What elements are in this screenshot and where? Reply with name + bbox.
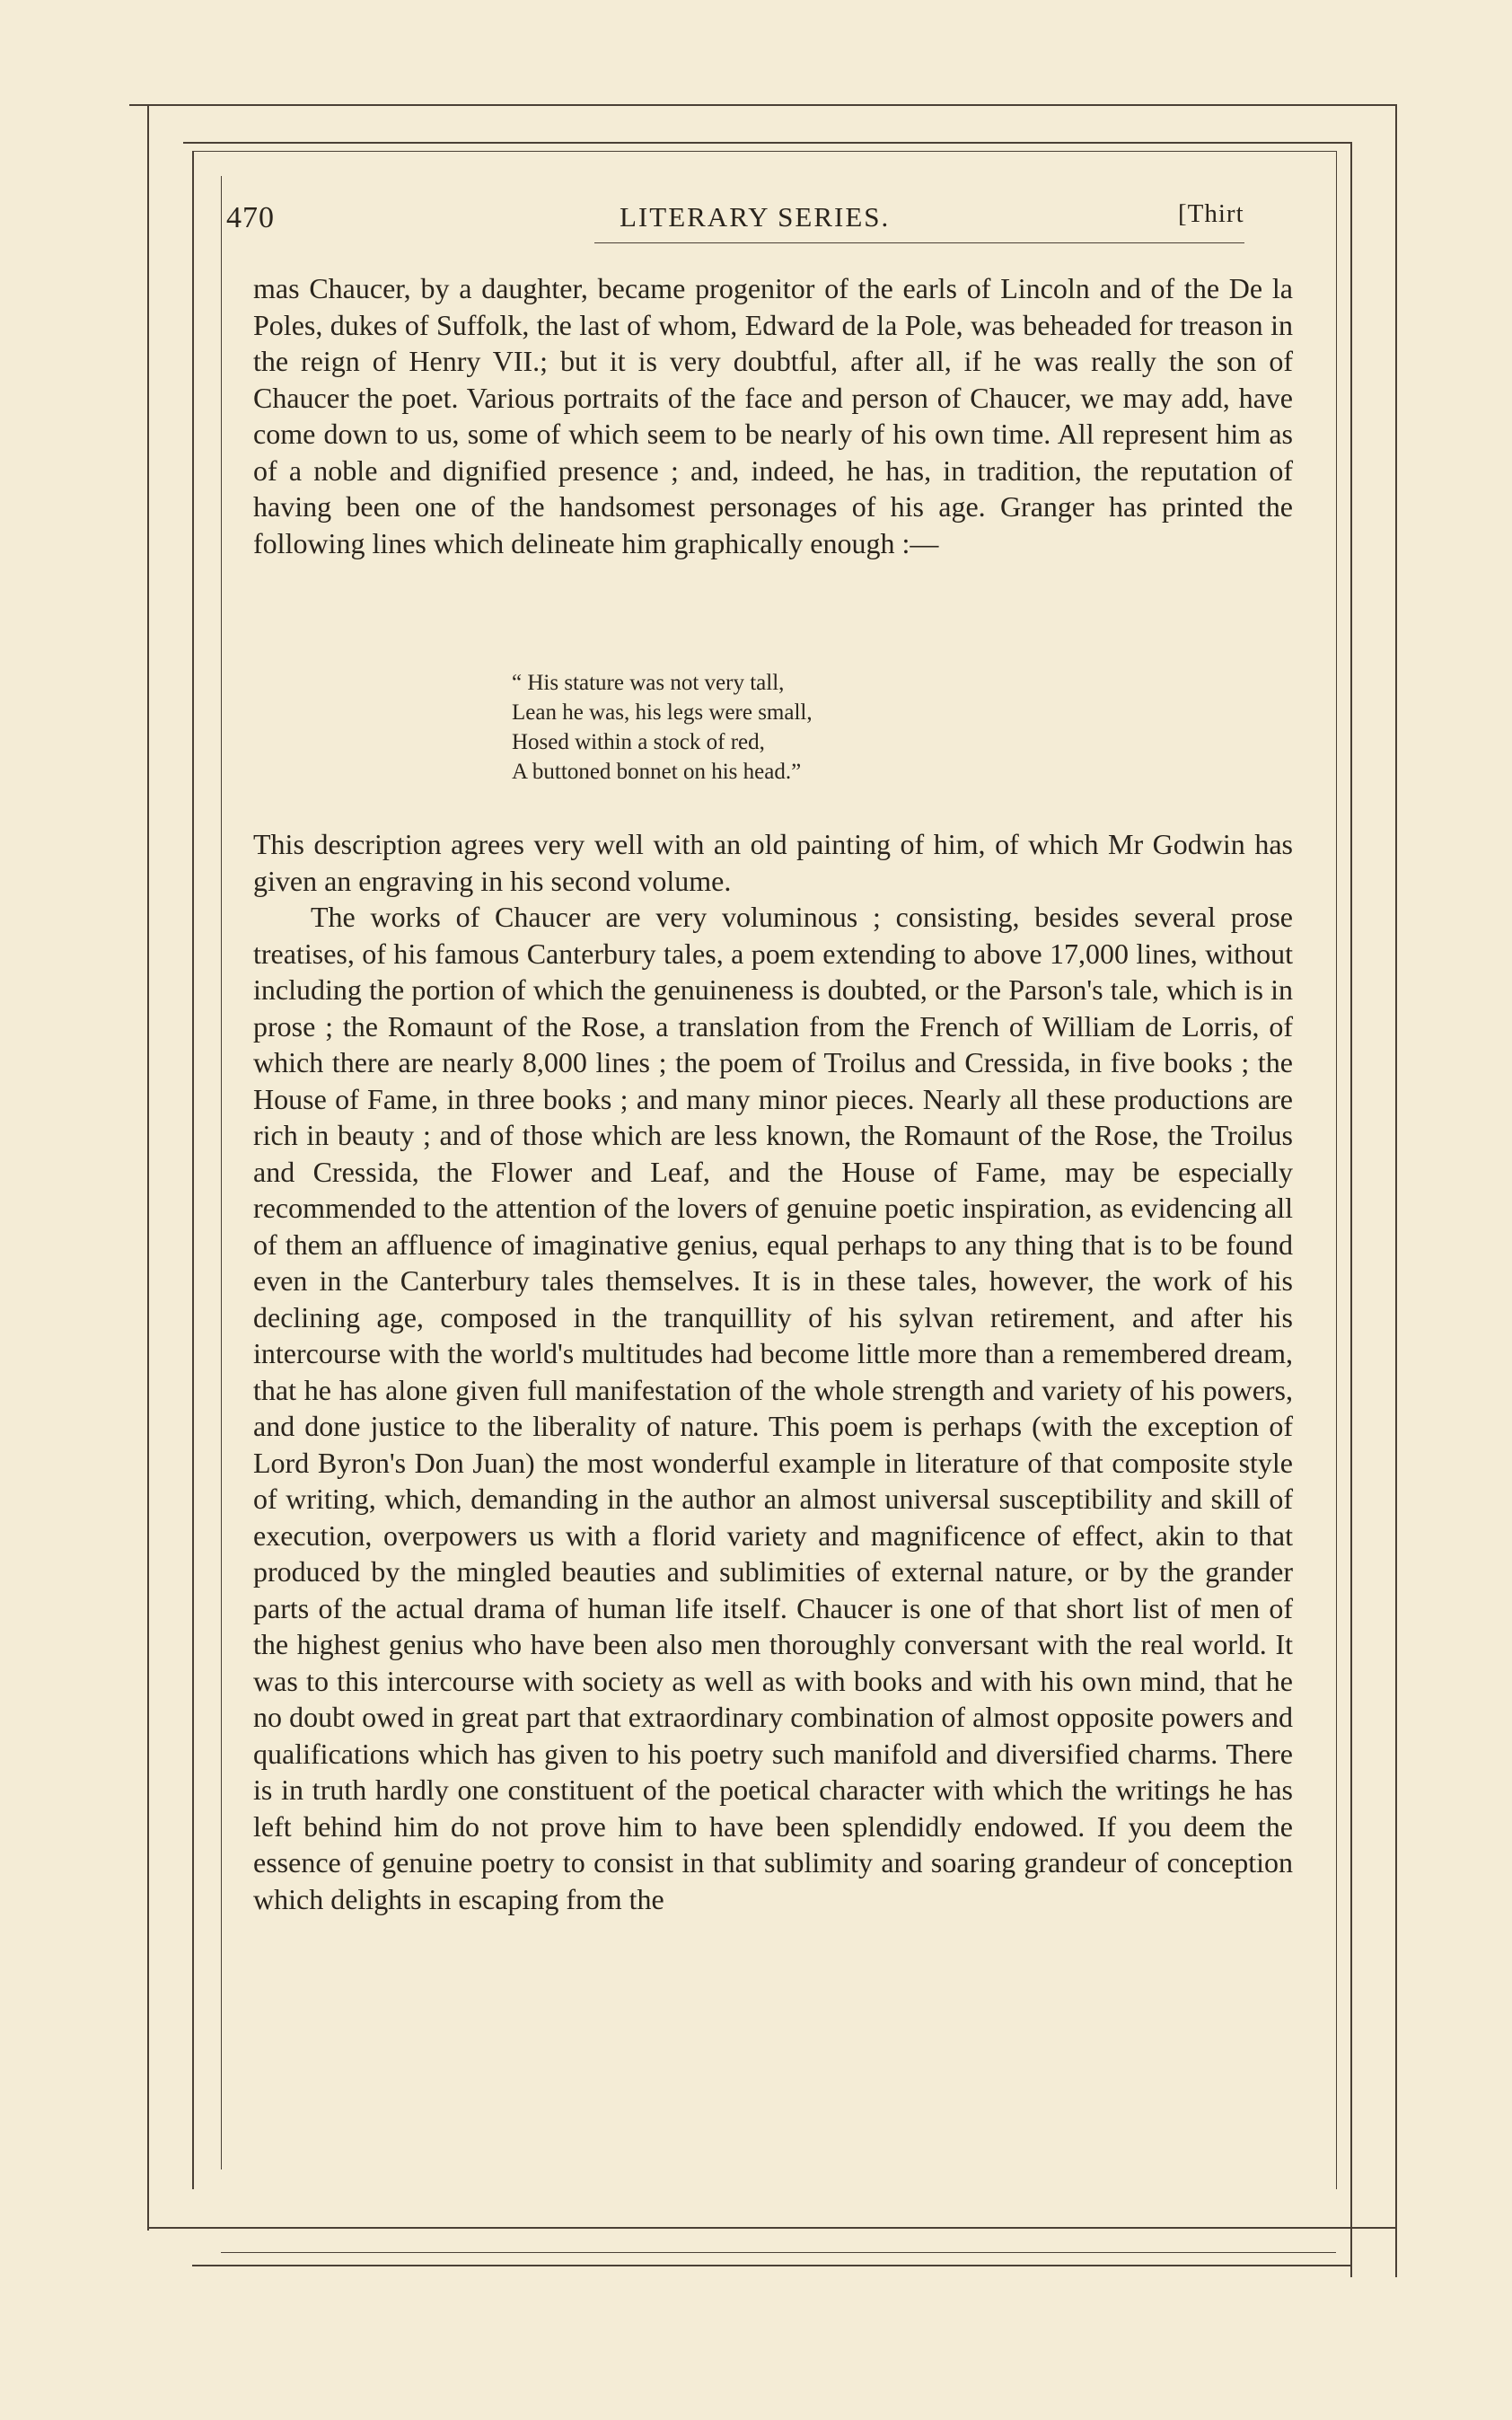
inner-border-left — [192, 151, 194, 2189]
header-rule — [594, 242, 1244, 243]
verse-line-3: Hosed within a stock of red, — [512, 730, 765, 754]
outer-border-top — [129, 104, 1397, 106]
body-paragraph-1: mas Chaucer, by a daughter, became progenitor of the earls of Lincoln and of the De la Poles, dukes of Suffolk, the last of whom, Edward de la Pole, was beheaded for treason in the reign of Henry VII.; but it is very doubtful, after all, if he was really the son of Chaucer the poet. Various portraits of the face and person of Chaucer, we may add, have come down to us, some of which seem to be nearly of his own time. All represent him as of a noble and dignified presence ; and, indeed, he has, in tradition, the reputation of having been one of the handsomest personages of his age. Granger has printed the following lines which delineate him graphically enough :— — [253, 272, 1293, 559]
outer-border-right — [1395, 104, 1397, 2277]
body-paragraph-1-block — [253, 270, 1293, 561]
inner-border-right-2 — [1336, 151, 1337, 2189]
running-title: LITERARY SERIES. — [620, 201, 891, 233]
verse-line-4: A buttoned bonnet on his head.” — [512, 760, 802, 784]
section-marker: [Thirt — [1178, 199, 1244, 228]
inner-border-left-2 — [221, 176, 222, 2169]
inner-border-bottom — [192, 2265, 1350, 2266]
inner-border-bottom-2 — [221, 2252, 1336, 2253]
outer-border-left — [147, 104, 149, 2231]
body-paragraph-3: The works of Chaucer are very voluminous ; consisting, besides several prose treatises, of his famous Canterbury tales, a poem extending to above 17,000 lines, without including the portion of which the genuineness is doubted, or the Parson's tale, which is in prose ; the Romaunt of the Rose, a translation from the French of William de Lorris, of which there are nearly 8,000 lines ; the poem of Troilus and Cressida, in five books ; the House of Fame, in three books ; and many minor pieces. Nearly all these productions are rich in beauty ; and of those which are less known, the Romaunt of the Rose, the Troilus and Cressida, the Flower and Leaf, and the House of Fame, may be especially recommended to the attention of the lovers of genuine poetic inspiration, as evidencing all of them an affluence of imaginative genius, equal perhaps to any thing that is to be found even in the Canterbury tales themselves. It is in these tales, however, the work of his declining age, composed in the tranquillity of his sylvan retirement, and after his intercourse with the world's multitudes had become little more than a remembered dream, that he has alone given full manifestation of the whole strength and variety of his powers, and done justice to the liberality of nature. This poem is perhaps (with the exception of Lord Byron's Don Juan) the most wonderful example in literature of that composite style of writing, which, demanding in the author an almost universal susceptibility and skill of execution, overpowers us with a florid variety and magnificence of effect, akin to that produced by the mingled beauties and sublimities of external nature, or by the grander parts of the actual drama of human life itself. Chaucer is one of that short list of men of the highest genius who have been also men thoroughly conversant with the real world. It was to this intercourse with society as well as with books and with his own mind, that he no doubt owed in great part that extraordinary combination of almost opposite powers and qualifications which has given to his poetry such manifold and diversified charms. There is in truth hardly one constituent of the poetical character with which the writings he has left behind him do not prove him to have been splendidly endowed. If you deem the essence of genuine poetry to consist in that sublimity and soaring grandeur of conception which delights in escaping from the — [253, 901, 1293, 1915]
body-paragraph-2-3-block — [253, 826, 1293, 1917]
page-number: 470 — [226, 201, 275, 234]
verse-quotation — [512, 668, 813, 787]
body-paragraph-2: This description agrees very well with an old painting of him, of which Mr Godwin has given an engraving in his second volume. — [253, 828, 1293, 897]
inner-border-right — [1350, 142, 1352, 2277]
verse-line-1: “ His stature was not very tall, — [512, 671, 785, 695]
verse-line-2: Lean he was, his legs were small, — [512, 700, 813, 725]
outer-border-bottom — [147, 2227, 1395, 2229]
inner-border-top — [183, 142, 1350, 144]
inner-border-top-2 — [192, 151, 1336, 152]
